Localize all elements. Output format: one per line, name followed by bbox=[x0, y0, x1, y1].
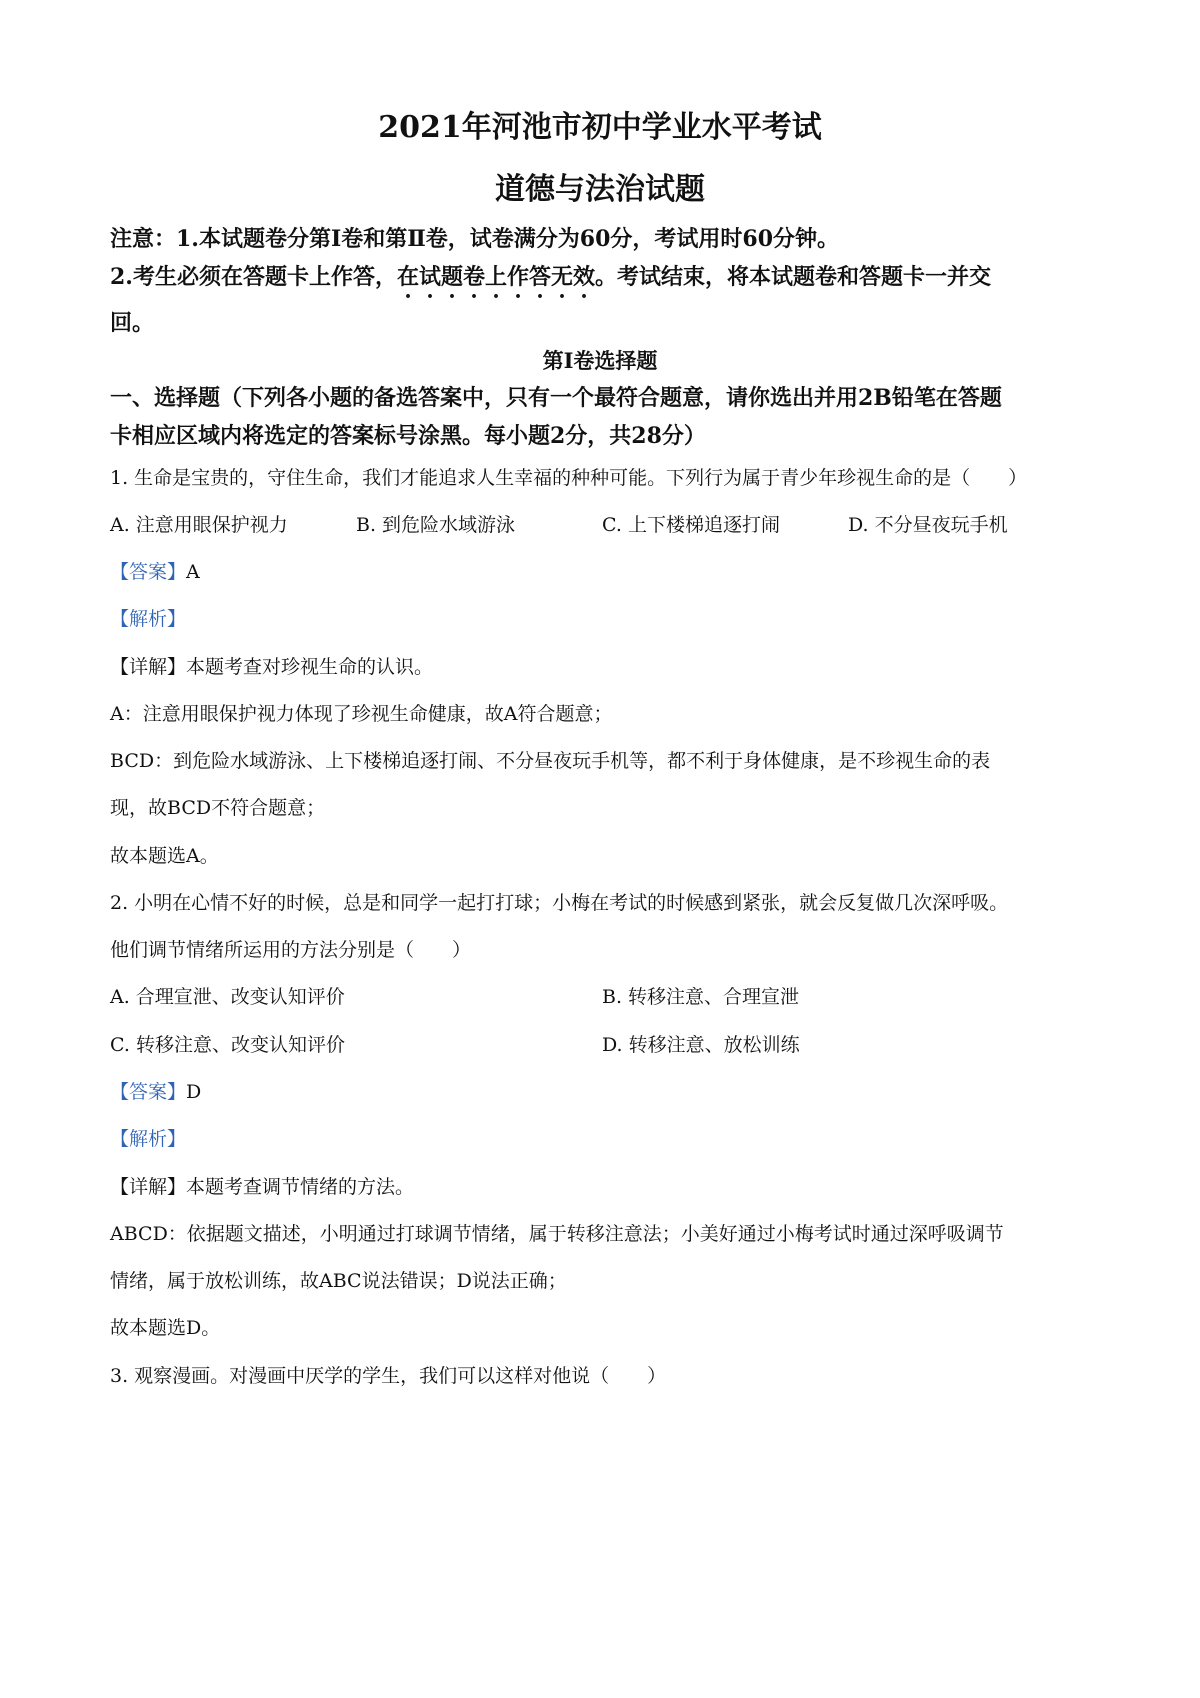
answer-value: D bbox=[186, 1081, 202, 1103]
notice-line-3: 回。 bbox=[110, 310, 155, 336]
q2-detail: 【详解】本题考查调节情绪的方法。 bbox=[110, 1176, 415, 1198]
q2-explanation-3: 故本题选D。 bbox=[110, 1317, 221, 1339]
q1-option-b: B. 到危险水域游泳 bbox=[356, 514, 516, 536]
q1-explanation-2: BCD：到危险水域游泳、上下楼梯追逐打闹、不分昼夜玩手机等，都不利于身体健康，是不珍视生命的表 bbox=[110, 750, 991, 772]
q2-option-b: B. 转移注意、合理宣泄 bbox=[602, 986, 800, 1008]
q2-option-d: D. 转移注意、放松训练 bbox=[602, 1034, 800, 1056]
q1-explanation-3: 现，故BCD不符合题意； bbox=[110, 797, 326, 819]
notice-line-1: 注意：1.本试题卷分第Ⅰ卷和第Ⅱ卷，试卷满分为60分，考试用时60分钟。 bbox=[110, 226, 840, 252]
q2-option-a: A. 合理宣泄、改变认知评价 bbox=[110, 986, 345, 1008]
notice-line-2-part-a: 2.考生必须在答题卡上作答， bbox=[110, 264, 397, 290]
notice-line-2-part-b: 。考试结束，将本试题卷和答题卡一并交 bbox=[594, 264, 991, 290]
q1-explanation-4: 故本题选A。 bbox=[110, 845, 219, 867]
q1-analysis-tag: 【解析】 bbox=[110, 608, 187, 630]
q2-stem-2: 他们调节情绪所运用的方法分别是（ ） bbox=[110, 939, 472, 961]
q2-stem-1: 2. 小明在心情不好的时候，总是和同学一起打打球；小梅在考试的时候感到紧张，就会反复做几次深呼吸。 bbox=[110, 892, 1009, 914]
q1-answer bbox=[110, 557, 200, 584]
answer-tag: 【答案】 bbox=[110, 1081, 187, 1103]
q1-option-a: A. 注意用眼保护视力 bbox=[110, 514, 288, 536]
q1-stem: 1. 生命是宝贵的，守住生命，我们才能追求人生幸福的种种可能。下列行为属于青少年珍视生命的是（ ） bbox=[110, 467, 1028, 489]
answer-value: A bbox=[186, 561, 200, 583]
exam-subtitle: 道德与法治试题 bbox=[495, 172, 705, 207]
section-instruction-2: 卡相应区域内将选定的答案标号涂黑。每小题2分，共28分） bbox=[110, 423, 706, 449]
q2-option-c: C. 转移注意、改变认知评价 bbox=[110, 1034, 345, 1056]
q1-explanation-1: A：注意用眼保护视力体现了珍视生命健康，故A符合题意； bbox=[110, 703, 613, 725]
answer-tag: 【答案】 bbox=[110, 561, 187, 583]
q1-option-c: C. 上下楼梯追逐打闹 bbox=[602, 514, 780, 536]
q2-analysis-tag: 【解析】 bbox=[110, 1128, 187, 1150]
section-title: 第Ⅰ卷选择题 bbox=[542, 348, 658, 373]
q1-detail: 【详解】本题考查对珍视生命的认识。 bbox=[110, 656, 434, 678]
notice-emphasis: 在试题卷上作答无效 bbox=[396, 264, 595, 290]
notice-line-2 bbox=[110, 260, 991, 303]
q2-explanation-1: ABCD：依据题文描述，小明通过打球调节情绪，属于转移注意法；小美好通过小梅考试时通过深呼吸调节 bbox=[110, 1223, 1004, 1245]
section-instruction-1: 一、选择题（下列各小题的备选答案中，只有一个最符合题意，请你选出并用2B铅笔在答题 bbox=[110, 385, 1002, 411]
q1-option-d: D. 不分昼夜玩手机 bbox=[848, 514, 1008, 536]
q2-explanation-2: 情绪，属于放松训练，故ABC说法错误；D说法正确； bbox=[110, 1270, 567, 1292]
q3-stem: 3. 观察漫画。对漫画中厌学的学生，我们可以这样对他说（ ） bbox=[110, 1365, 667, 1387]
q2-answer bbox=[110, 1077, 201, 1104]
exam-title: 2021年河池市初中学业水平考试 bbox=[378, 110, 822, 145]
